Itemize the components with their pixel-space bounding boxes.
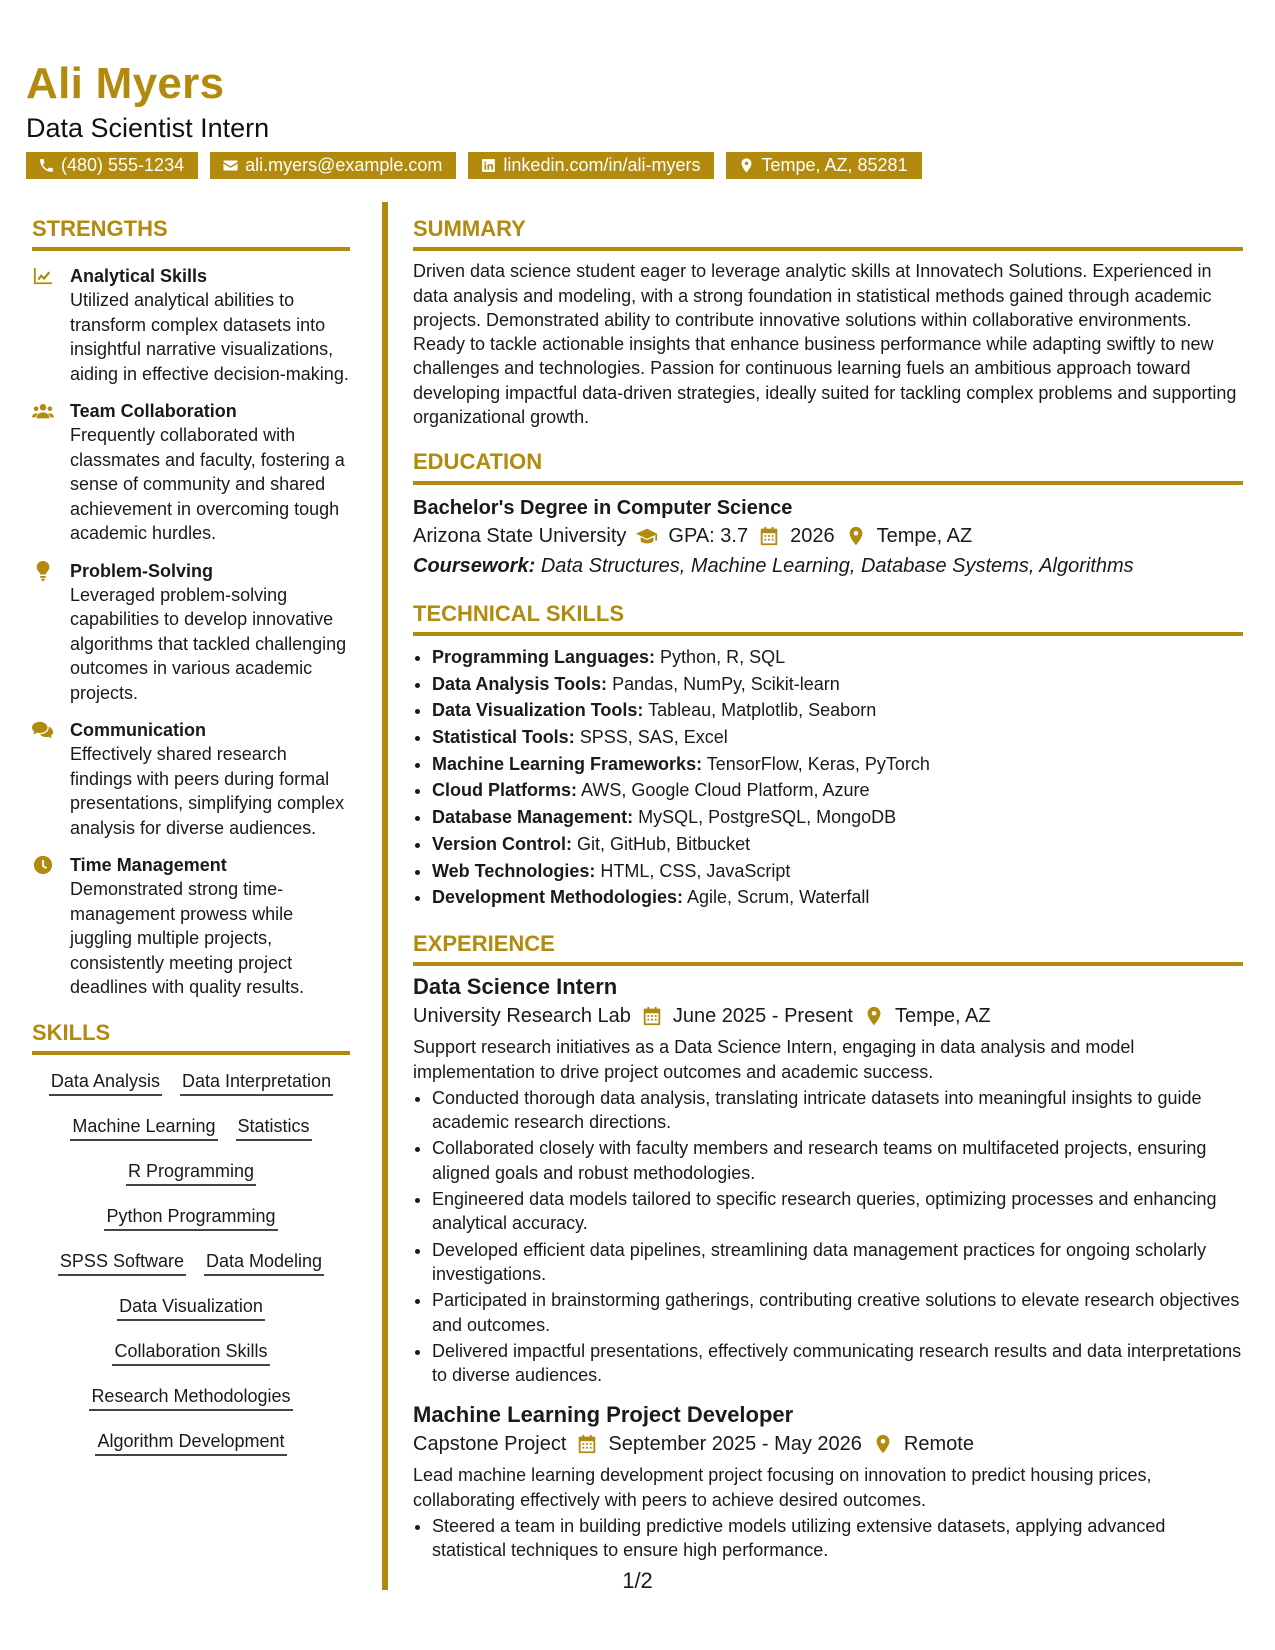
coursework-label: Coursework: — [413, 554, 536, 577]
skill-value: Agile, Scrum, Waterfall — [687, 887, 870, 908]
strength-title: Communication — [70, 720, 207, 741]
experience-heading: EXPERIENCE — [413, 931, 1243, 966]
technical-skills-list — [413, 644, 1243, 911]
coursework — [413, 551, 1243, 581]
contact-phone-text: (480) 555-1234 — [61, 155, 185, 175]
skill-label: Machine Learning Frameworks: — [432, 753, 703, 774]
skill-label: Data Analysis Tools: — [432, 673, 608, 694]
column-divider — [382, 202, 388, 1590]
skill-tag: SPSS Software — [58, 1249, 186, 1276]
skill-value: Git, GitHub, Bitbucket — [577, 833, 751, 854]
list-item — [432, 751, 1243, 778]
skill-label: Version Control: — [432, 833, 573, 854]
skill-tag: Data Analysis — [49, 1069, 162, 1096]
list-item — [432, 644, 1243, 671]
job-title: Data Science Intern — [413, 974, 618, 1000]
grad-year: 2026 — [790, 524, 835, 547]
contact-email[interactable] — [210, 152, 456, 179]
strength-title: Problem-Solving — [70, 560, 214, 581]
lightbulb-icon — [32, 561, 54, 581]
skill-value: HTML, CSS, JavaScript — [600, 860, 791, 881]
contact-location — [726, 152, 921, 179]
skill-label: Programming Languages: — [432, 646, 656, 667]
strength-title: Analytical Skills — [70, 266, 208, 287]
skill-tag: Research Methodologies — [89, 1384, 292, 1411]
skill-tag: Algorithm Development — [95, 1429, 286, 1456]
skill-tag: Data Interpretation — [180, 1069, 333, 1096]
skill-value: Python, R, SQL — [660, 646, 786, 667]
school-name: Arizona State University — [413, 524, 627, 547]
skill-value: SPSS, SAS, Excel — [579, 727, 728, 748]
contact-linkedin[interactable] — [468, 152, 714, 179]
job-entry — [413, 973, 1243, 1387]
job-bullets — [413, 1086, 1243, 1388]
contact-location-text: Tempe, AZ, 85281 — [761, 155, 908, 175]
comments-icon — [32, 720, 54, 740]
skill-tag: Python Programming — [104, 1204, 277, 1231]
strength-desc: Utilized analytical abilities to transform complex datasets into insightful narrative visualizations, aiding in effective decision-making. — [70, 290, 349, 384]
summary-section — [413, 216, 1243, 429]
skill-label: Cloud Platforms: — [432, 780, 578, 801]
education-section — [413, 449, 1243, 580]
experience-section — [413, 931, 1243, 1563]
skill-label: Web Technologies: — [432, 860, 596, 881]
list-item: • Participated in brainstorming gatherings, contributing creative solutions to elevate research objectives and outcomes. — [432, 1288, 1243, 1337]
strength-desc: Frequently collaborated with classmates and faculty, fostering a sense of community and shared achievement in overcoming tough academic hurdles. — [70, 425, 345, 544]
job-description: Lead machine learning development project focusing on innovation to predict housing prices, collaborating effectively with peers to achieve desired outcomes. — [413, 1465, 1152, 1510]
strength-item — [32, 264, 350, 386]
users-icon — [32, 401, 54, 421]
list-item: • Conducted thorough data analysis, translating intricate datasets into meaningful insights to guide academic research directions. — [432, 1086, 1243, 1135]
candidate-name: Ali Myers — [26, 59, 225, 108]
clock-icon — [32, 855, 54, 875]
skill-tag: Data Modeling — [204, 1249, 324, 1276]
strength-item — [32, 853, 350, 1000]
list-item: • Collaborated closely with faculty members and research teams on multifaceted projects, ensuring aligned goals and robust methodologies. — [432, 1136, 1243, 1185]
envelope-icon — [222, 157, 239, 174]
map-pin-icon — [845, 525, 867, 547]
skill-tag: R Programming — [126, 1159, 256, 1186]
map-pin-icon — [738, 157, 755, 174]
strength-item — [32, 559, 350, 706]
contact-bar — [26, 152, 922, 179]
education-heading: EDUCATION — [413, 449, 1243, 484]
job-meta — [413, 1001, 1243, 1031]
job-dates: June 2025 - Present — [672, 1005, 853, 1028]
list-item — [432, 671, 1243, 698]
skill-tag: Statistics — [236, 1114, 312, 1141]
contact-email-text: ali.myers@example.com — [245, 155, 443, 175]
technical-skills-section — [413, 601, 1243, 911]
job-meta — [413, 1429, 1243, 1459]
summary-heading: SUMMARY — [413, 216, 1243, 251]
skill-label: Database Management: — [432, 807, 634, 828]
skill-value: TensorFlow, Keras, PyTorch — [706, 753, 930, 774]
map-pin-icon — [872, 1433, 894, 1455]
technical-skills-heading: TECHNICAL SKILLS — [413, 601, 1243, 636]
candidate-title: Data Scientist Intern — [26, 113, 270, 143]
skill-value: MySQL, PostgreSQL, MongoDB — [638, 807, 897, 828]
list-item: • Developed efficient data pipelines, streamlining data management practices for ongoing scholarly investigations. — [432, 1238, 1243, 1287]
left-column — [32, 216, 350, 1456]
skill-label: Statistical Tools: — [432, 727, 575, 748]
gpa: GPA: 3.7 — [668, 524, 749, 547]
strength-desc: Demonstrated strong time-management prowess while juggling multiple projects, consistently meeting project deadlines with quality results. — [70, 879, 305, 998]
skill-value: Pandas, NumPy, Scikit-learn — [612, 673, 840, 694]
job-org: University Research Lab — [413, 1005, 631, 1028]
skill-value: AWS, Google Cloud Platform, Azure — [581, 780, 870, 801]
school-location: Tempe, AZ — [876, 524, 973, 547]
job-description: Support research initiatives as a Data Science Intern, engaging in data analysis and model implementation to drive project outcomes and academic success. — [413, 1037, 1135, 1082]
skill-tag: Collaboration Skills — [112, 1339, 269, 1366]
contact-phone[interactable] — [26, 152, 198, 179]
strength-title: Team Collaboration — [70, 401, 237, 422]
list-item: • Steered a team in building predictive models utilizing extensive datasets, applying advanced statistical techniques to ensure high performance. — [432, 1514, 1243, 1563]
right-column — [413, 216, 1243, 1563]
skill-value: Tableau, Matplotlib, Seaborn — [648, 700, 877, 721]
contact-linkedin-text: linkedin.com/in/ali-myers — [503, 155, 701, 175]
list-item — [432, 697, 1243, 724]
calendar-icon — [576, 1433, 598, 1455]
skill-label: Data Visualization Tools: — [432, 700, 644, 721]
strength-desc: Effectively shared research findings with peers during formal presentations, simplifying complex analysis for diverse audiences. — [70, 744, 345, 838]
skills-tags — [32, 1069, 350, 1456]
strength-item — [32, 399, 350, 546]
job-entry — [413, 1401, 1243, 1562]
list-item: • Engineered data models tailored to specific research queries, optimizing processes and enhancing analytical accuracy. — [432, 1187, 1243, 1236]
education-meta — [413, 521, 1243, 551]
skill-label: Development Methodologies: — [432, 887, 684, 908]
list-item: • Delivered impactful presentations, effectively communicating research results and data interpretations to diverse audiences. — [432, 1339, 1243, 1388]
phone-icon — [38, 157, 55, 174]
linkedin-icon — [480, 157, 497, 174]
page-number: 1/2 — [622, 1568, 653, 1593]
list-item — [432, 804, 1243, 831]
job-title: Machine Learning Project Developer — [413, 1402, 794, 1428]
strength-title: Time Management — [70, 855, 227, 876]
skill-tag: Machine Learning — [70, 1114, 217, 1141]
coursework-list: Data Structures, Machine Learning, Database Systems, Algorithms — [540, 554, 1134, 577]
graduation-cap-icon — [636, 525, 658, 547]
strength-item — [32, 718, 350, 840]
list-item — [432, 884, 1243, 911]
job-org: Capstone Project — [413, 1433, 567, 1456]
calendar-icon — [641, 1005, 663, 1027]
list-item — [432, 724, 1243, 751]
list-item — [432, 831, 1243, 858]
calendar-icon — [758, 525, 780, 547]
skills-heading: SKILLS — [32, 1020, 350, 1055]
job-location: Tempe, AZ — [895, 1005, 991, 1028]
degree: Bachelor's Degree in Computer Science — [413, 496, 793, 519]
job-location: Remote — [903, 1433, 974, 1456]
job-bullets — [413, 1514, 1243, 1563]
strength-desc: Leveraged problem-solving capabilities to develop innovative algorithms that tackled challenging outcomes in various academic projects. — [70, 584, 347, 703]
strengths-heading: STRENGTHS — [32, 216, 350, 251]
list-item — [432, 777, 1243, 804]
list-item — [432, 858, 1243, 885]
skill-tag: Data Visualization — [117, 1294, 265, 1321]
chart-line-icon — [32, 266, 54, 286]
map-pin-icon — [863, 1005, 885, 1027]
summary-text: Driven data science student eager to leverage analytic skills at Innovatech Solutions. Experienced in data analysis and modeling, with a strong foundation in statistical methods gained through academic projects. Demonstrated ability to contribute innovative solutions within collaborative environments. Ready to tackle actionable insights that enhance business performance while adapting swiftly to new challenges and technologies. Passion for continuous learning fuels an ambitious approach toward developing impactful data-driven strategies, ideally suited for tackling complex problems and supporting organizational growth. — [413, 261, 1237, 428]
job-dates: September 2025 - May 2026 — [608, 1433, 862, 1456]
